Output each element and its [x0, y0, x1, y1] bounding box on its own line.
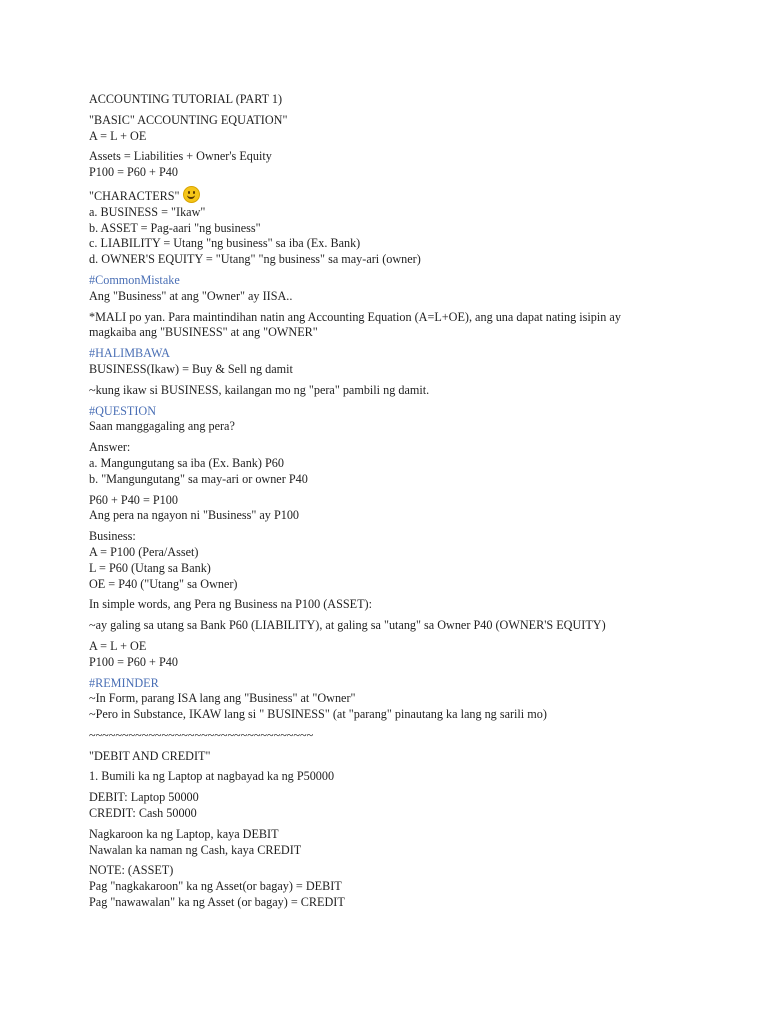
paragraph-line: Nagkaroon ka ng Laptop, kaya DEBIT — [89, 826, 279, 841]
hashtag-reminder: #REMINDER — [89, 675, 159, 690]
kung-ikaw-block — [89, 383, 729, 399]
halimbawa-text: BUSINESS(Ikaw) = Buy & Sell ng damit — [89, 361, 293, 376]
list-item: ~Pero in Substance, IKAW lang si " BUSINESS" (at "parang" pinautang ka lang ng sarili mo) — [89, 707, 547, 722]
equation-short: A = L + OE — [89, 638, 147, 653]
list-item: b. "Mangungutang" sa may-ari or owner P40 — [89, 471, 308, 486]
document-title: ACCOUNTING TUTORIAL (PART 1) — [89, 92, 283, 106]
example-text: 1. Bumili ka ng Laptop at nagbayad ka ng P50000 — [89, 769, 335, 784]
paragraph-line: *MALI po yan. Para maintindihan natin ang Accounting Equation (A=L+OE), ang una dapat nating isipin ay — [89, 309, 621, 324]
equation-values: P100 = P60 + P40 — [89, 654, 178, 669]
equation-values: P100 = P60 + P40 — [89, 165, 178, 180]
explanation-block — [89, 827, 729, 859]
simple-words-block — [89, 597, 729, 613]
document-body — [89, 92, 729, 916]
list-item: L = P60 (Utang sa Bank) — [89, 560, 211, 575]
paragraph-line: In simple words, ang Pera ng Business na P100 (ASSET): — [89, 597, 373, 612]
answer-block — [89, 440, 729, 487]
note-block — [89, 863, 729, 910]
question-block — [89, 404, 729, 436]
reminder-block — [89, 676, 729, 723]
answer-label: Answer: — [89, 440, 131, 455]
list-item: ~In Form, parang ISA lang ang "Business" at "Owner" — [89, 691, 356, 706]
paragraph-line: Ang pera na ngayon ni "Business" ay P100 — [89, 508, 300, 523]
list-item: c. LIABILITY = Utang "ng business" sa iba (Ex. Bank) — [89, 236, 361, 251]
hashtag-question: #QUESTION — [89, 403, 157, 418]
list-item: A = P100 (Pera/Asset) — [89, 544, 199, 559]
characters-heading-row — [89, 186, 729, 205]
section-heading: "CHARACTERS" — [89, 188, 180, 203]
common-mistake-text: Ang "Business" at ang "Owner" ay IISA.. — [89, 288, 293, 303]
sum-block — [89, 493, 729, 525]
equation-short: A = L + OE — [89, 128, 147, 143]
list-item: Pag "nagkakaroon" ka ng Asset(or bagay) = DEBIT — [89, 879, 342, 894]
note-label: NOTE: (ASSET) — [89, 863, 174, 878]
characters-block — [89, 186, 729, 268]
paragraph-line: magkaiba ang "BUSINESS" at ang "OWNER" — [89, 325, 318, 340]
list-item: a. BUSINESS = "Ikaw" — [89, 204, 206, 219]
hashtag-common-mistake: #CommonMistake — [89, 272, 180, 287]
paragraph-line: ~kung ikaw si BUSINESS, kailangan mo ng "pera" pambili ng damit. — [89, 382, 430, 397]
divider: ~~~~~~~~~~~~~~~~~~~~~~~~~~~~~~~~~~ — [89, 727, 314, 742]
common-mistake-block — [89, 273, 729, 305]
smiley-icon — [183, 186, 200, 203]
list-item: d. OWNER'S EQUITY = "Utang" "ng business" sa may-ari (owner) — [89, 252, 421, 267]
business-label: Business: — [89, 529, 136, 544]
hashtag-halimbawa: #HALIMBAWA — [89, 346, 170, 361]
equation-long: Assets = Liabilities + Owner's Equity — [89, 149, 272, 164]
mali-block — [89, 310, 729, 342]
halimbawa-block — [89, 346, 729, 378]
paragraph-line: Nawalan ka naman ng Cash, kaya CREDIT — [89, 842, 302, 857]
equation-long-block — [89, 149, 729, 181]
section-heading: "BASIC" ACCOUNTING EQUATION" — [89, 112, 288, 127]
entry-block — [89, 790, 729, 822]
equation-repeat-block — [89, 639, 729, 671]
paragraph-line: ~ay galing sa utang sa Bank P60 (LIABILITY), at galing sa "utang" sa Owner P40 (OWNER'S EQUITY) — [89, 618, 606, 633]
section-heading: "DEBIT AND CREDIT" — [89, 748, 211, 763]
credit-line: CREDIT: Cash 50000 — [89, 806, 197, 821]
list-item: OE = P40 ("Utang" sa Owner) — [89, 576, 238, 591]
paragraph-line: P60 + P40 = P100 — [89, 492, 178, 507]
list-item: a. Mangungutang sa iba (Ex. Bank) P60 — [89, 455, 284, 470]
basic-equation-block — [89, 113, 729, 145]
list-item: b. ASSET = Pag-aari "ng business" — [89, 220, 261, 235]
question-text: Saan manggagaling ang pera? — [89, 419, 235, 434]
business-block — [89, 529, 729, 592]
debit-line: DEBIT: Laptop 50000 — [89, 790, 199, 805]
list-item: Pag "nawawalan" ka ng Asset (or bagay) = CREDIT — [89, 895, 345, 910]
example-block — [89, 769, 729, 785]
galing-block — [89, 618, 729, 634]
debit-credit-heading-block — [89, 749, 729, 765]
